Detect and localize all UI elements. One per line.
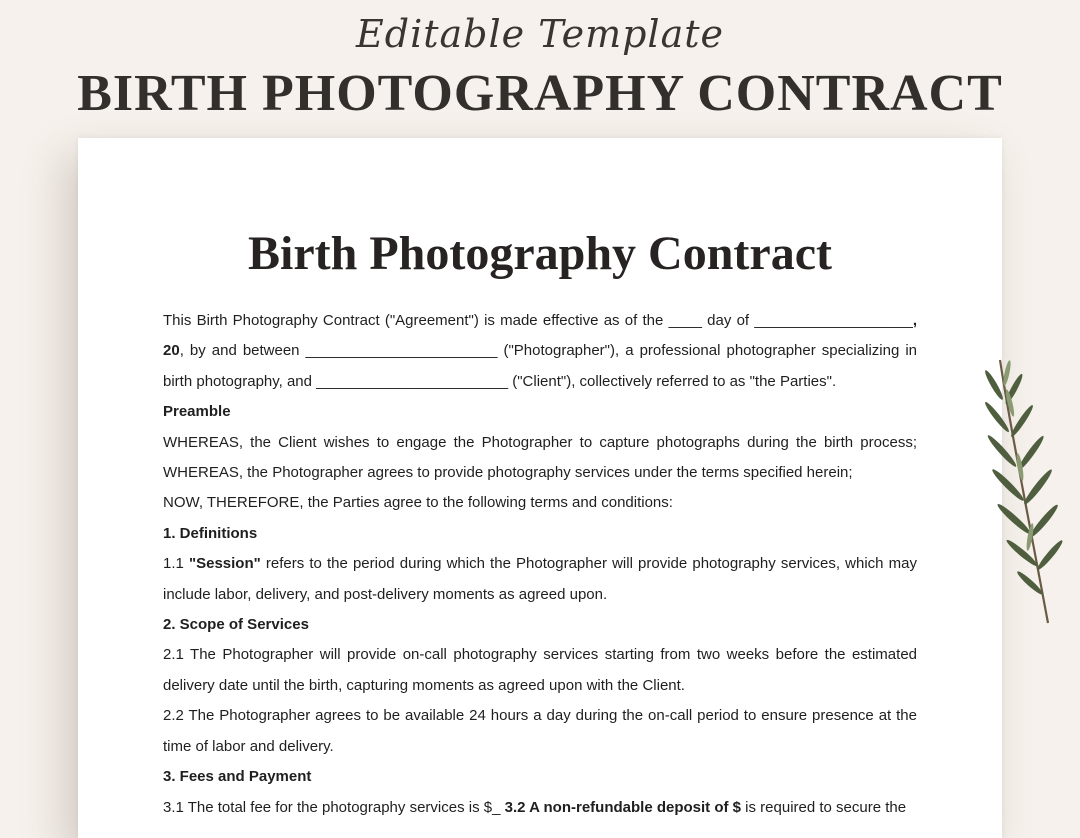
document-page [78, 138, 1002, 838]
document-body [163, 306, 917, 823]
intro-comma: , [912, 312, 917, 329]
hero-script-title: Editable Template [356, 12, 724, 56]
preamble-heading: Preamble [163, 403, 231, 421]
clause-2-1: 2.1 The Photographer will provide on-call photography services starting from two weeks before the estimated delivery date until the birth, capturing moments as agreed upon with the Client. [163, 646, 917, 694]
whereas-clause: WHEREAS, the Client wishes to engage the Photographer to capture photographs during the birth process; WHEREAS, the Photographer agrees to provide photography services under the terms specified herein; [163, 433, 917, 482]
session-term: "Session" [188, 555, 261, 573]
clause-1-1: 1.1 "Session" refers to the period during which the Photographer will provide photography services, which may include labor, delivery, and post-delivery moments as agreed upon. [163, 555, 917, 603]
intro-text-b: , by and between _______________________ ("Photographer"), a professional photographer specializing in birth photography, and _______________________ ("Client"), collectively referred to as "the Parties". [163, 342, 917, 390]
intro-paragraph [163, 306, 917, 397]
rosemary-sprig-decoration [980, 355, 1070, 630]
section-3-heading: 3. Fees and Payment [163, 768, 312, 786]
hero-title: BIRTH PHOTOGRAPHY CONTRACT [77, 65, 1003, 122]
document-title: Birth Photography Contract [248, 227, 832, 280]
clause-3-1: 3.1 The total fee for the photography services is $_ 3.2 A non-refundable deposit of $ is required to secure the [163, 798, 907, 816]
intro-year: 20 [163, 342, 180, 360]
section-2-heading: 2. Scope of Services [163, 616, 309, 634]
intro-text-a: This Birth Photography Contract ("Agreement") is made effective as of the ____ day of ___________________ [163, 312, 913, 329]
now-therefore-clause: NOW, THEREFORE, the Parties agree to the following terms and conditions: [163, 494, 673, 512]
section-1-heading: 1. Definitions [163, 524, 258, 542]
deposit-clause: 3.2 A non-refundable deposit of $ [504, 798, 742, 816]
clause-2-2: 2.2 The Photographer agrees to be available 24 hours a day during the on-call period to ensure presence at the time of labor and delivery. [163, 707, 917, 755]
